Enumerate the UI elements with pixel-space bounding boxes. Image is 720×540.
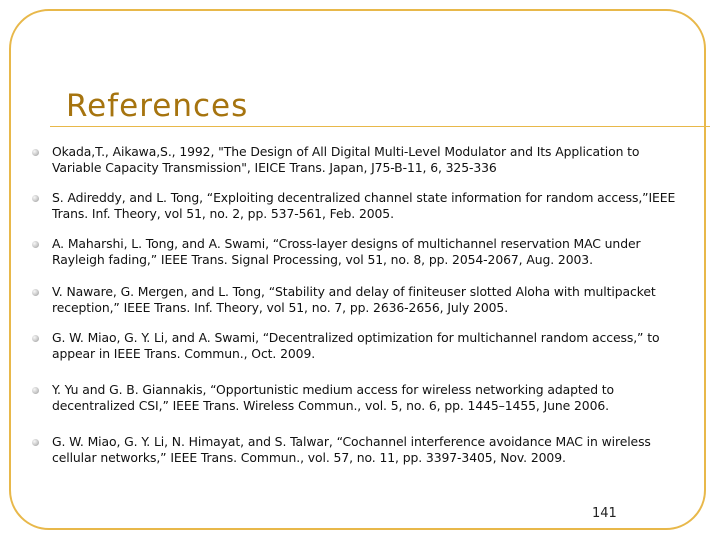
reference-text: G. W. Miao, G. Y. Li, and A. Swami, “Decentralized optimization for multichannel random access,” to appear in IEEE Trans. Commun., Oct. 2009.	[52, 330, 660, 361]
reference-text: S. Adireddy, and L. Tong, “Exploiting decentralized channel state information for random access,”IEEE Trans. Inf. Theory, vol 51, no. 2, pp. 537-561, Feb. 2005.	[52, 190, 676, 221]
bullet-icon	[32, 149, 39, 156]
bullet-icon	[32, 439, 39, 446]
reference-text: G. W. Miao, G. Y. Li, N. Himayat, and S. Talwar, “Cochannel interference avoidance MAC in wireless cellular networks,” IEEE Trans. Commun., vol. 57, no. 11, pp. 3397-3405, Nov. 2009.	[52, 434, 651, 465]
bullet-icon	[32, 195, 39, 202]
slide-title: References	[66, 88, 249, 124]
reference-text: V. Naware, G. Mergen, and L. Tong, “Stability and delay of finiteuser slotted Aloha with multipacket reception,” IEEE Trans. Inf. Theory, vol 51, no. 7, pp. 2636-2656, July 2005.	[52, 284, 656, 315]
page-number: 141	[592, 506, 617, 521]
bullet-icon	[32, 387, 39, 394]
reference-text: A. Maharshi, L. Tong, and A. Swami, “Cross-layer designs of multichannel reservation MAC under Rayleigh fading,” IEEE Trans. Signal Processing, vol 51, no. 8, pp. 2054-2067, Aug. 2003.	[52, 236, 641, 267]
reference-text: Y. Yu and G. B. Giannakis, “Opportunistic medium access for wireless networking adapted to decentralized CSI,” IEEE Trans. Wireless Commun., vol. 5, no. 6, pp. 1445–1455, June 2006.	[52, 382, 615, 413]
bullet-icon	[32, 289, 39, 296]
reference-text: Okada,T., Aikawa,S., 1992, "The Design of All Digital Multi-Level Modulator and Its Application to Variable Capacity Transmission", IEICE Trans. Japan, J75-B-11, 6, 325-336	[52, 144, 640, 175]
bullet-icon	[32, 335, 39, 342]
bullet-icon	[32, 241, 39, 248]
